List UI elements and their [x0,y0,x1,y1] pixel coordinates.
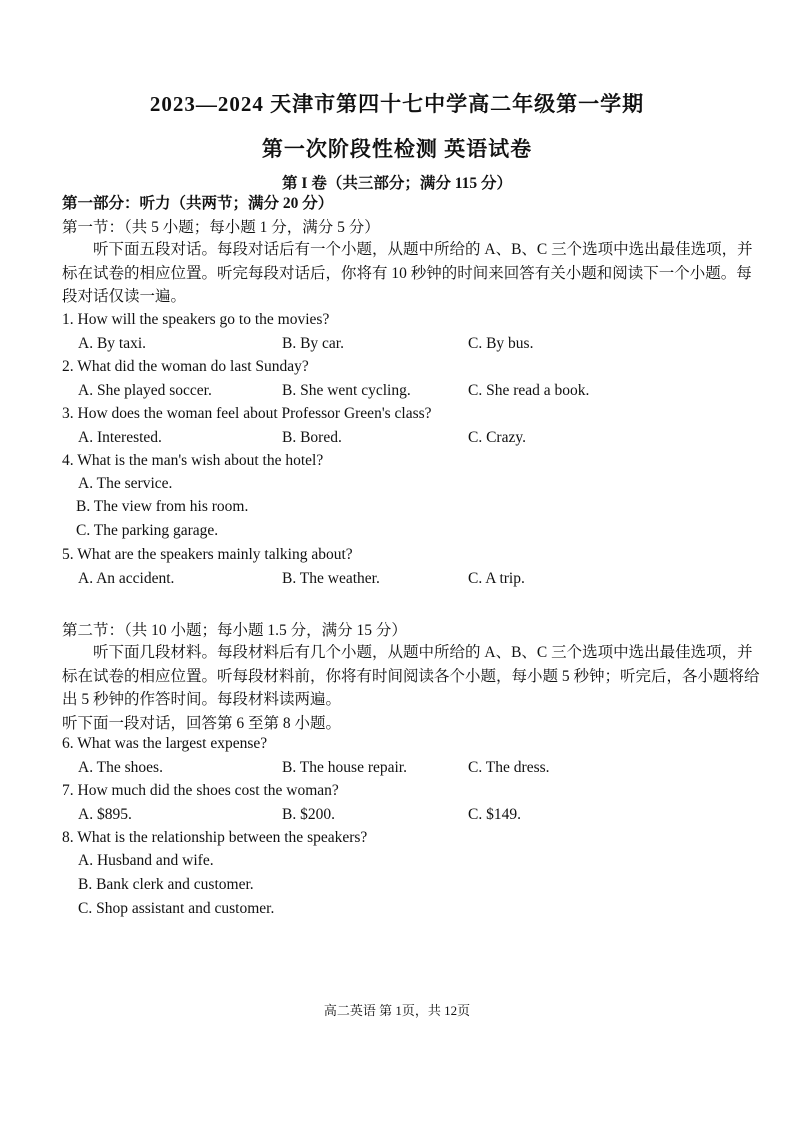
question-1: 1. How will the speakers go to the movies? [62,311,330,328]
q7-option-b: B. $200. [282,806,335,823]
question-5: 5. What are the speakers mainly talking about? [62,546,353,563]
exam-title-line1: 2023—2024 天津市第四十七中学高二年级第一学期 [149,92,645,116]
question-4: 4. What is the man's wish about the hotel? [62,452,324,469]
section1-heading: 第一节：（共 5 小题；每小题 1 分，满分 5 分） [62,219,380,236]
q7-option-a: A. $895. [78,806,132,823]
q3-option-c: C. Crazy. [468,429,526,446]
question-7: 7. How much did the shoes cost the woman? [62,782,339,799]
question-2: 2. What did the woman do last Sunday? [62,358,309,375]
q1-option-c: C. By bus. [468,335,534,352]
part1-heading: 第一部分：听力（共两节；满分 20 分） [62,195,334,212]
q2-option-c: C. She read a book. [468,382,590,399]
q5-option-a: A. An accident. [78,570,175,587]
question-6: 6. What was the largest expense? [62,735,268,752]
section2-prompt: 听下面一段对话，回答第 6 至第 8 小题。 [62,715,342,732]
section2-heading: 第二节：（共 10 小题；每小题 1.5 分，满分 15 分） [62,622,407,639]
q3-option-a: A. Interested. [78,429,162,446]
q4-option-c: C. The parking garage. [76,522,219,539]
q2-option-a: A. She played soccer. [78,382,212,399]
q5-option-b: B. The weather. [282,570,380,587]
question-3: 3. How does the woman feel about Professor Green's class? [62,405,432,422]
q7-option-c: C. $149. [468,806,521,823]
q2-option-b: B. She went cycling. [282,382,411,399]
q8-option-c: C. Shop assistant and customer. [78,900,275,917]
q1-option-b: B. By car. [282,335,344,352]
q8-option-a: A. Husband and wife. [78,852,214,869]
section2-instructions: 听下面几段材料。每段材料后有几个小题，从题中所给的 A、B、C 三个选项中选出最佳选项，并标在试卷的相应位置。听每段材料前，你将有时间阅读各个小题，每小题 5 秒钟；听完后，各小题将给出 5 秒钟的作答时间。每段材料读两遍。 [62,644,760,708]
q6-option-a: A. The shoes. [78,759,163,776]
question-8: 8. What is the relationship between the speakers? [62,829,368,846]
section1-instructions: 听下面五段对话。每段对话后有一个小题，从题中所给的 A、B、C 三个选项中选出最佳选项，并标在试卷的相应位置。听完每段对话后，你将有 10 秒钟的时间来回答有关小题和阅读下一个小题。每段对话仅读一遍。 [62,241,753,305]
exam-title-line2: 第一次阶段性检测 英语试卷 [261,137,533,161]
q8-option-b: B. Bank clerk and customer. [78,876,254,893]
q3-option-b: B. Bored. [282,429,342,446]
q1-option-a: A. By taxi. [78,335,147,352]
q6-option-b: B. The house repair. [282,759,407,776]
q5-option-c: C. A trip. [468,570,525,587]
page-footer: 高二英语 第 1页，共 12页 [323,1003,471,1018]
q4-option-b: B. The view from his room. [76,498,249,515]
volume-heading: 第 I 卷（共三部分；满分 115 分） [282,175,512,192]
q4-option-a: A. The service. [78,475,173,492]
q6-option-c: C. The dress. [468,759,550,776]
